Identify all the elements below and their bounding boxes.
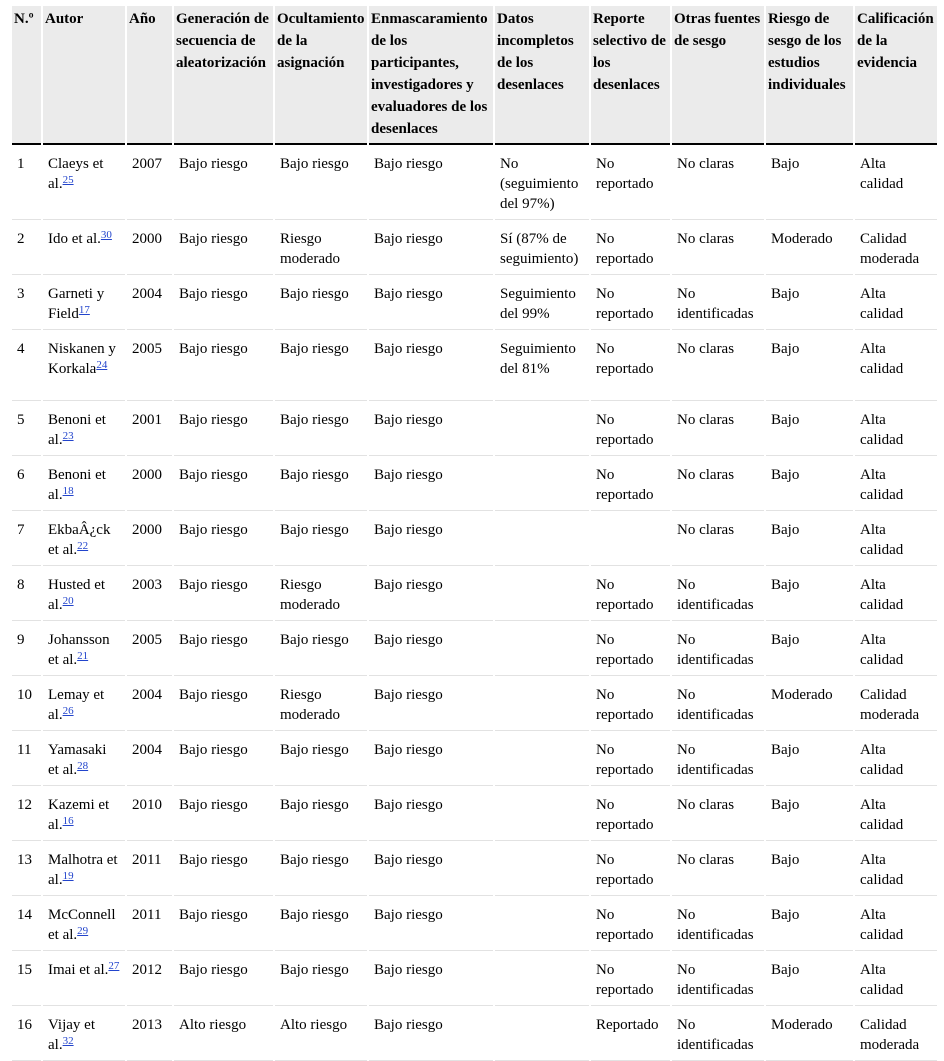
- cell-enmascaramiento: Bajo riesgo: [369, 456, 493, 511]
- table-row: [12, 220, 937, 275]
- cell-n: 9: [12, 621, 41, 676]
- cell-otras-fuentes: No identificadas: [672, 731, 764, 786]
- cell-reporte-selectivo: No reportado: [591, 566, 670, 621]
- cell-autor: [43, 786, 125, 841]
- cell-n: 13: [12, 841, 41, 896]
- cell-enmascaramiento: Bajo riesgo: [369, 566, 493, 621]
- cell-enmascaramiento: Bajo riesgo: [369, 511, 493, 566]
- risk-of-bias-table: [10, 6, 939, 1061]
- author-name: Garneti y Field: [48, 286, 105, 322]
- cell-generacion: Alto riesgo: [174, 1006, 273, 1061]
- cell-anio: 2011: [127, 896, 172, 951]
- cell-otras-fuentes: No identificadas: [672, 896, 764, 951]
- cell-anio: 2013: [127, 1006, 172, 1061]
- cell-calificacion: Alta calidad: [855, 330, 937, 401]
- header-cell-anio: Año: [127, 6, 172, 145]
- cell-anio: 2003: [127, 566, 172, 621]
- cell-autor: [43, 951, 125, 1006]
- cell-reporte-selectivo: No reportado: [591, 621, 670, 676]
- cell-otras-fuentes: No claras: [672, 401, 764, 456]
- cell-generacion: Bajo riesgo: [174, 456, 273, 511]
- reference-superscript: [79, 304, 90, 316]
- cell-ocultamiento: Bajo riesgo: [275, 786, 367, 841]
- cell-enmascaramiento: Bajo riesgo: [369, 676, 493, 731]
- author-name: McConnell et al.: [48, 907, 116, 943]
- cell-anio: 2010: [127, 786, 172, 841]
- cell-datos-incompletos: [495, 401, 589, 456]
- cell-reporte-selectivo: No reportado: [591, 145, 670, 220]
- cell-otras-fuentes: No identificadas: [672, 275, 764, 330]
- cell-anio: 2005: [127, 330, 172, 401]
- reference-superscript: [63, 595, 74, 607]
- reference-link[interactable]: 20: [62, 595, 74, 607]
- reference-link[interactable]: 21: [77, 650, 89, 662]
- table-row: [12, 275, 937, 330]
- reference-link[interactable]: 24: [96, 359, 108, 371]
- cell-riesgo-sesgo: Bajo: [766, 566, 853, 621]
- cell-datos-incompletos: Seguimiento del 99%: [495, 275, 589, 330]
- cell-generacion: Bajo riesgo: [174, 330, 273, 401]
- cell-enmascaramiento: Bajo riesgo: [369, 786, 493, 841]
- cell-enmascaramiento: Bajo riesgo: [369, 951, 493, 1006]
- cell-autor: [43, 1006, 125, 1061]
- cell-n: 15: [12, 951, 41, 1006]
- cell-calificacion: Alta calidad: [855, 401, 937, 456]
- author-name: Claeys et al.: [48, 156, 104, 192]
- reference-superscript: [108, 960, 119, 972]
- table-row: [12, 621, 937, 676]
- reference-link[interactable]: 27: [108, 960, 120, 972]
- cell-datos-incompletos: [495, 731, 589, 786]
- reference-link[interactable]: 26: [62, 705, 74, 717]
- reference-superscript: [63, 870, 74, 882]
- cell-n: 16: [12, 1006, 41, 1061]
- cell-calificacion: Calidad moderada: [855, 1006, 937, 1061]
- cell-autor: [43, 220, 125, 275]
- cell-ocultamiento: Bajo riesgo: [275, 275, 367, 330]
- cell-reporte-selectivo: No reportado: [591, 731, 670, 786]
- reference-link[interactable]: 18: [62, 485, 74, 497]
- cell-reporte-selectivo: Reportado: [591, 1006, 670, 1061]
- reference-superscript: [63, 485, 74, 497]
- cell-ocultamiento: Bajo riesgo: [275, 145, 367, 220]
- cell-otras-fuentes: No claras: [672, 786, 764, 841]
- cell-otras-fuentes: No claras: [672, 220, 764, 275]
- cell-n: 14: [12, 896, 41, 951]
- reference-link[interactable]: 28: [77, 760, 89, 772]
- reference-superscript: [101, 229, 112, 241]
- reference-superscript: [77, 925, 88, 937]
- cell-otras-fuentes: No identificadas: [672, 566, 764, 621]
- cell-enmascaramiento: Bajo riesgo: [369, 621, 493, 676]
- cell-datos-incompletos: Sí (87% de seguimiento): [495, 220, 589, 275]
- cell-calificacion: Alta calidad: [855, 896, 937, 951]
- table-row: [12, 456, 937, 511]
- cell-reporte-selectivo: No reportado: [591, 275, 670, 330]
- cell-autor: [43, 330, 125, 401]
- cell-generacion: Bajo riesgo: [174, 275, 273, 330]
- reference-link[interactable]: 19: [62, 870, 74, 882]
- cell-enmascaramiento: Bajo riesgo: [369, 401, 493, 456]
- cell-anio: 2004: [127, 731, 172, 786]
- header-cell-enmascaramiento: Enmascaramiento de los participantes, investigadores y evaluadores de los desenlaces: [369, 6, 493, 145]
- reference-link[interactable]: 23: [62, 430, 74, 442]
- cell-datos-incompletos: [495, 951, 589, 1006]
- cell-ocultamiento: Bajo riesgo: [275, 401, 367, 456]
- table-row: [12, 841, 937, 896]
- cell-autor: [43, 896, 125, 951]
- cell-calificacion: Alta calidad: [855, 511, 937, 566]
- cell-datos-incompletos: No (seguimiento del 97%): [495, 145, 589, 220]
- cell-generacion: Bajo riesgo: [174, 621, 273, 676]
- cell-calificacion: Alta calidad: [855, 786, 937, 841]
- cell-generacion: Bajo riesgo: [174, 401, 273, 456]
- cell-n: 4: [12, 330, 41, 401]
- reference-link[interactable]: 22: [77, 540, 89, 552]
- reference-superscript: [77, 650, 88, 662]
- cell-anio: 2000: [127, 456, 172, 511]
- cell-calificacion: Alta calidad: [855, 275, 937, 330]
- reference-superscript: [77, 760, 88, 772]
- table-row: [12, 566, 937, 621]
- cell-otras-fuentes: No claras: [672, 330, 764, 401]
- cell-autor: [43, 275, 125, 330]
- author-name: Malhotra et al.: [48, 852, 118, 888]
- cell-datos-incompletos: [495, 566, 589, 621]
- author-name: Vijay et al.: [48, 1017, 95, 1053]
- cell-n: 5: [12, 401, 41, 456]
- cell-riesgo-sesgo: Moderado: [766, 220, 853, 275]
- cell-generacion: Bajo riesgo: [174, 566, 273, 621]
- cell-otras-fuentes: No claras: [672, 456, 764, 511]
- author-name: Benoni et al.: [48, 467, 106, 503]
- cell-enmascaramiento: Bajo riesgo: [369, 731, 493, 786]
- cell-autor: [43, 731, 125, 786]
- cell-n: 6: [12, 456, 41, 511]
- author-name: Ido et al.: [48, 231, 101, 247]
- author-name: Niskanen y Korkala: [48, 341, 116, 377]
- header-cell-otras-fuentes: Otras fuentes de sesgo: [672, 6, 764, 145]
- cell-datos-incompletos: [495, 621, 589, 676]
- cell-anio: 2000: [127, 220, 172, 275]
- cell-calificacion: Alta calidad: [855, 951, 937, 1006]
- cell-ocultamiento: Alto riesgo: [275, 1006, 367, 1061]
- cell-autor: [43, 621, 125, 676]
- reference-superscript: [77, 540, 88, 552]
- reference-link[interactable]: 29: [77, 925, 89, 937]
- cell-datos-incompletos: [495, 786, 589, 841]
- reference-link[interactable]: 16: [62, 815, 74, 827]
- reference-link[interactable]: 25: [62, 174, 74, 186]
- cell-ocultamiento: Bajo riesgo: [275, 841, 367, 896]
- cell-n: 12: [12, 786, 41, 841]
- cell-generacion: Bajo riesgo: [174, 896, 273, 951]
- author-name: Imai et al.: [48, 962, 109, 978]
- cell-autor: [43, 456, 125, 511]
- cell-n: 11: [12, 731, 41, 786]
- table-row: [12, 330, 937, 401]
- table-row: [12, 786, 937, 841]
- cell-riesgo-sesgo: Bajo: [766, 511, 853, 566]
- cell-datos-incompletos: [495, 1006, 589, 1061]
- cell-riesgo-sesgo: Bajo: [766, 621, 853, 676]
- author-name: Benoni et al.: [48, 412, 106, 448]
- cell-ocultamiento: Riesgo moderado: [275, 220, 367, 275]
- cell-otras-fuentes: No identificadas: [672, 621, 764, 676]
- cell-generacion: Bajo riesgo: [174, 786, 273, 841]
- cell-riesgo-sesgo: Moderado: [766, 1006, 853, 1061]
- cell-reporte-selectivo: No reportado: [591, 401, 670, 456]
- cell-anio: 2004: [127, 275, 172, 330]
- cell-calificacion: Alta calidad: [855, 145, 937, 220]
- cell-calificacion: Calidad moderada: [855, 220, 937, 275]
- reference-superscript: [63, 705, 74, 717]
- cell-calificacion: Alta calidad: [855, 621, 937, 676]
- cell-ocultamiento: Bajo riesgo: [275, 511, 367, 566]
- header-row: [12, 6, 937, 145]
- table-row: [12, 511, 937, 566]
- cell-autor: [43, 401, 125, 456]
- table-row: [12, 1006, 937, 1061]
- cell-datos-incompletos: Seguimiento del 81%: [495, 330, 589, 401]
- cell-reporte-selectivo: No reportado: [591, 220, 670, 275]
- cell-riesgo-sesgo: Bajo: [766, 731, 853, 786]
- cell-calificacion: Alta calidad: [855, 841, 937, 896]
- cell-ocultamiento: Riesgo moderado: [275, 566, 367, 621]
- header-cell-reporte-selectivo: Reporte selectivo de los desenlaces: [591, 6, 670, 145]
- reference-superscript: [63, 815, 74, 827]
- author-name: Kazemi et al.: [48, 797, 110, 833]
- cell-datos-incompletos: [495, 456, 589, 511]
- reference-link[interactable]: 32: [62, 1035, 74, 1047]
- cell-datos-incompletos: [495, 896, 589, 951]
- cell-riesgo-sesgo: Bajo: [766, 951, 853, 1006]
- header-cell-generacion: Generación de secuencia de aleatorización: [174, 6, 273, 145]
- cell-otras-fuentes: No identificadas: [672, 951, 764, 1006]
- author-name: Lemay et al.: [48, 687, 105, 723]
- cell-reporte-selectivo: No reportado: [591, 676, 670, 731]
- cell-anio: 2001: [127, 401, 172, 456]
- header-cell-ocultamiento: Ocultamiento de la asignación: [275, 6, 367, 145]
- header-cell-autor: Autor: [43, 6, 125, 145]
- cell-generacion: Bajo riesgo: [174, 676, 273, 731]
- cell-otras-fuentes: No identificadas: [672, 1006, 764, 1061]
- cell-generacion: Bajo riesgo: [174, 731, 273, 786]
- reference-superscript: [63, 1035, 74, 1047]
- cell-reporte-selectivo: No reportado: [591, 330, 670, 401]
- cell-datos-incompletos: [495, 676, 589, 731]
- header-cell-calificacion: Calificación de la evidencia: [855, 6, 937, 145]
- cell-riesgo-sesgo: Moderado: [766, 676, 853, 731]
- cell-autor: [43, 145, 125, 220]
- cell-enmascaramiento: Bajo riesgo: [369, 896, 493, 951]
- author-name: Husted et al.: [48, 577, 106, 613]
- table-row: [12, 145, 937, 220]
- reference-superscript: [63, 174, 74, 186]
- table-body: [12, 145, 937, 1061]
- cell-datos-incompletos: [495, 511, 589, 566]
- cell-reporte-selectivo: No reportado: [591, 786, 670, 841]
- cell-n: 10: [12, 676, 41, 731]
- cell-generacion: Bajo riesgo: [174, 951, 273, 1006]
- table-row: [12, 951, 937, 1006]
- cell-ocultamiento: Bajo riesgo: [275, 731, 367, 786]
- cell-riesgo-sesgo: Bajo: [766, 786, 853, 841]
- cell-reporte-selectivo: No reportado: [591, 951, 670, 1006]
- cell-n: 1: [12, 145, 41, 220]
- cell-reporte-selectivo: [591, 511, 670, 566]
- cell-n: 2: [12, 220, 41, 275]
- cell-generacion: Bajo riesgo: [174, 220, 273, 275]
- cell-ocultamiento: Bajo riesgo: [275, 896, 367, 951]
- header-cell-riesgo-sesgo: Riesgo de sesgo de los estudios individuales: [766, 6, 853, 145]
- cell-generacion: Bajo riesgo: [174, 145, 273, 220]
- cell-anio: 2000: [127, 511, 172, 566]
- cell-calificacion: Alta calidad: [855, 566, 937, 621]
- cell-enmascaramiento: Bajo riesgo: [369, 275, 493, 330]
- author-name: Yamasaki et al.: [48, 742, 107, 778]
- cell-reporte-selectivo: No reportado: [591, 896, 670, 951]
- author-name: Johansson et al.: [48, 632, 110, 668]
- table-row: [12, 676, 937, 731]
- cell-enmascaramiento: Bajo riesgo: [369, 220, 493, 275]
- cell-n: 3: [12, 275, 41, 330]
- header-cell-n: N.º: [12, 6, 41, 145]
- cell-calificacion: Alta calidad: [855, 456, 937, 511]
- cell-n: 7: [12, 511, 41, 566]
- cell-n: 8: [12, 566, 41, 621]
- cell-anio: 2011: [127, 841, 172, 896]
- cell-anio: 2007: [127, 145, 172, 220]
- author-name: EkbaÂ¿ck et al.: [48, 522, 111, 558]
- reference-superscript: [63, 430, 74, 442]
- cell-otras-fuentes: No identificadas: [672, 676, 764, 731]
- cell-riesgo-sesgo: Bajo: [766, 275, 853, 330]
- cell-autor: [43, 511, 125, 566]
- reference-superscript: [96, 359, 107, 371]
- cell-riesgo-sesgo: Bajo: [766, 330, 853, 401]
- cell-enmascaramiento: Bajo riesgo: [369, 145, 493, 220]
- cell-riesgo-sesgo: Bajo: [766, 456, 853, 511]
- cell-otras-fuentes: No claras: [672, 145, 764, 220]
- cell-ocultamiento: Bajo riesgo: [275, 621, 367, 676]
- cell-reporte-selectivo: No reportado: [591, 456, 670, 511]
- cell-autor: [43, 676, 125, 731]
- cell-anio: 2012: [127, 951, 172, 1006]
- table-row: [12, 401, 937, 456]
- cell-ocultamiento: Bajo riesgo: [275, 456, 367, 511]
- cell-enmascaramiento: Bajo riesgo: [369, 1006, 493, 1061]
- table-container: [10, 6, 939, 1061]
- cell-reporte-selectivo: No reportado: [591, 841, 670, 896]
- header-cell-datos-incompletos: Datos incompletos de los desenlaces: [495, 6, 589, 145]
- cell-enmascaramiento: Bajo riesgo: [369, 841, 493, 896]
- cell-ocultamiento: Bajo riesgo: [275, 951, 367, 1006]
- cell-datos-incompletos: [495, 841, 589, 896]
- reference-link[interactable]: 30: [100, 229, 112, 241]
- table-row: [12, 896, 937, 951]
- cell-calificacion: Alta calidad: [855, 731, 937, 786]
- cell-ocultamiento: Bajo riesgo: [275, 330, 367, 401]
- cell-anio: 2004: [127, 676, 172, 731]
- cell-riesgo-sesgo: Bajo: [766, 841, 853, 896]
- cell-riesgo-sesgo: Bajo: [766, 145, 853, 220]
- cell-generacion: Bajo riesgo: [174, 841, 273, 896]
- cell-generacion: Bajo riesgo: [174, 511, 273, 566]
- cell-otras-fuentes: No claras: [672, 841, 764, 896]
- cell-enmascaramiento: Bajo riesgo: [369, 330, 493, 401]
- cell-anio: 2005: [127, 621, 172, 676]
- reference-link[interactable]: 17: [78, 304, 90, 316]
- cell-autor: [43, 841, 125, 896]
- cell-riesgo-sesgo: Bajo: [766, 896, 853, 951]
- cell-calificacion: Calidad moderada: [855, 676, 937, 731]
- table-row: [12, 731, 937, 786]
- cell-ocultamiento: Riesgo moderado: [275, 676, 367, 731]
- cell-otras-fuentes: No claras: [672, 511, 764, 566]
- cell-autor: [43, 566, 125, 621]
- cell-riesgo-sesgo: Bajo: [766, 401, 853, 456]
